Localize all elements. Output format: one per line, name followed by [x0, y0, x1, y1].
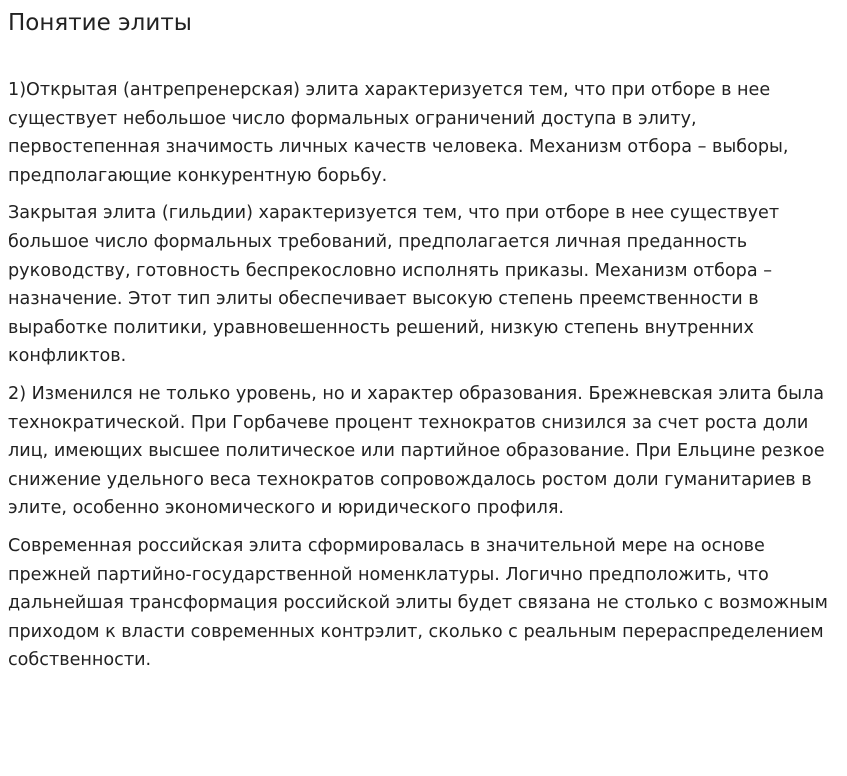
paragraph-closed-elite: Закрытая элита (гильдии) характеризуется тем, что при отборе в нее существует большое число формальных требований, предполагается личная преданность руководству, готовность беспрекословно исполнять приказы. Механизм отбора – назначение. Этот тип элиты обеспечивает высокую степень преемственности в выработке политики, уравновешенность решений, низкую степень внутренних конфликтов. — [8, 203, 780, 367]
paragraph-modern-elite: Современная российская элита сформировалась в значительной мере на основе прежней партийно-государственной номенклатуры. Логично предположить, что дальнейшая трансформация российской элиты будет связана не столько с возможным приходом к власти современных контрэлит, сколько с реальным перераспределением собственности. — [8, 535, 828, 671]
paragraph-open-elite: 1)Открытая (антрепренерская) элита характеризуется тем, что при отборе в нее существует небольшое число формальных ограничений доступа в элиту, первостепенная значимость личных качеств человека. Механизм отбора – выборы, предполагающие конкурентную борьбу. — [8, 80, 789, 186]
document-body — [8, 76, 839, 675]
page-title: Понятие элиты — [8, 10, 192, 36]
paragraph-education-change: 2) Изменился не только уровень, но и характер образования. Брежневская элита была технократической. При Горбачеве процент технократов снизился за счет роста доли лиц, имеющих высшее политическое или партийное образование. При Ельцине резкое снижение удельного веса технократов сопровождалось ростом доли гуманитариев в элите, особенно экономического и юридического профиля. — [8, 383, 825, 519]
